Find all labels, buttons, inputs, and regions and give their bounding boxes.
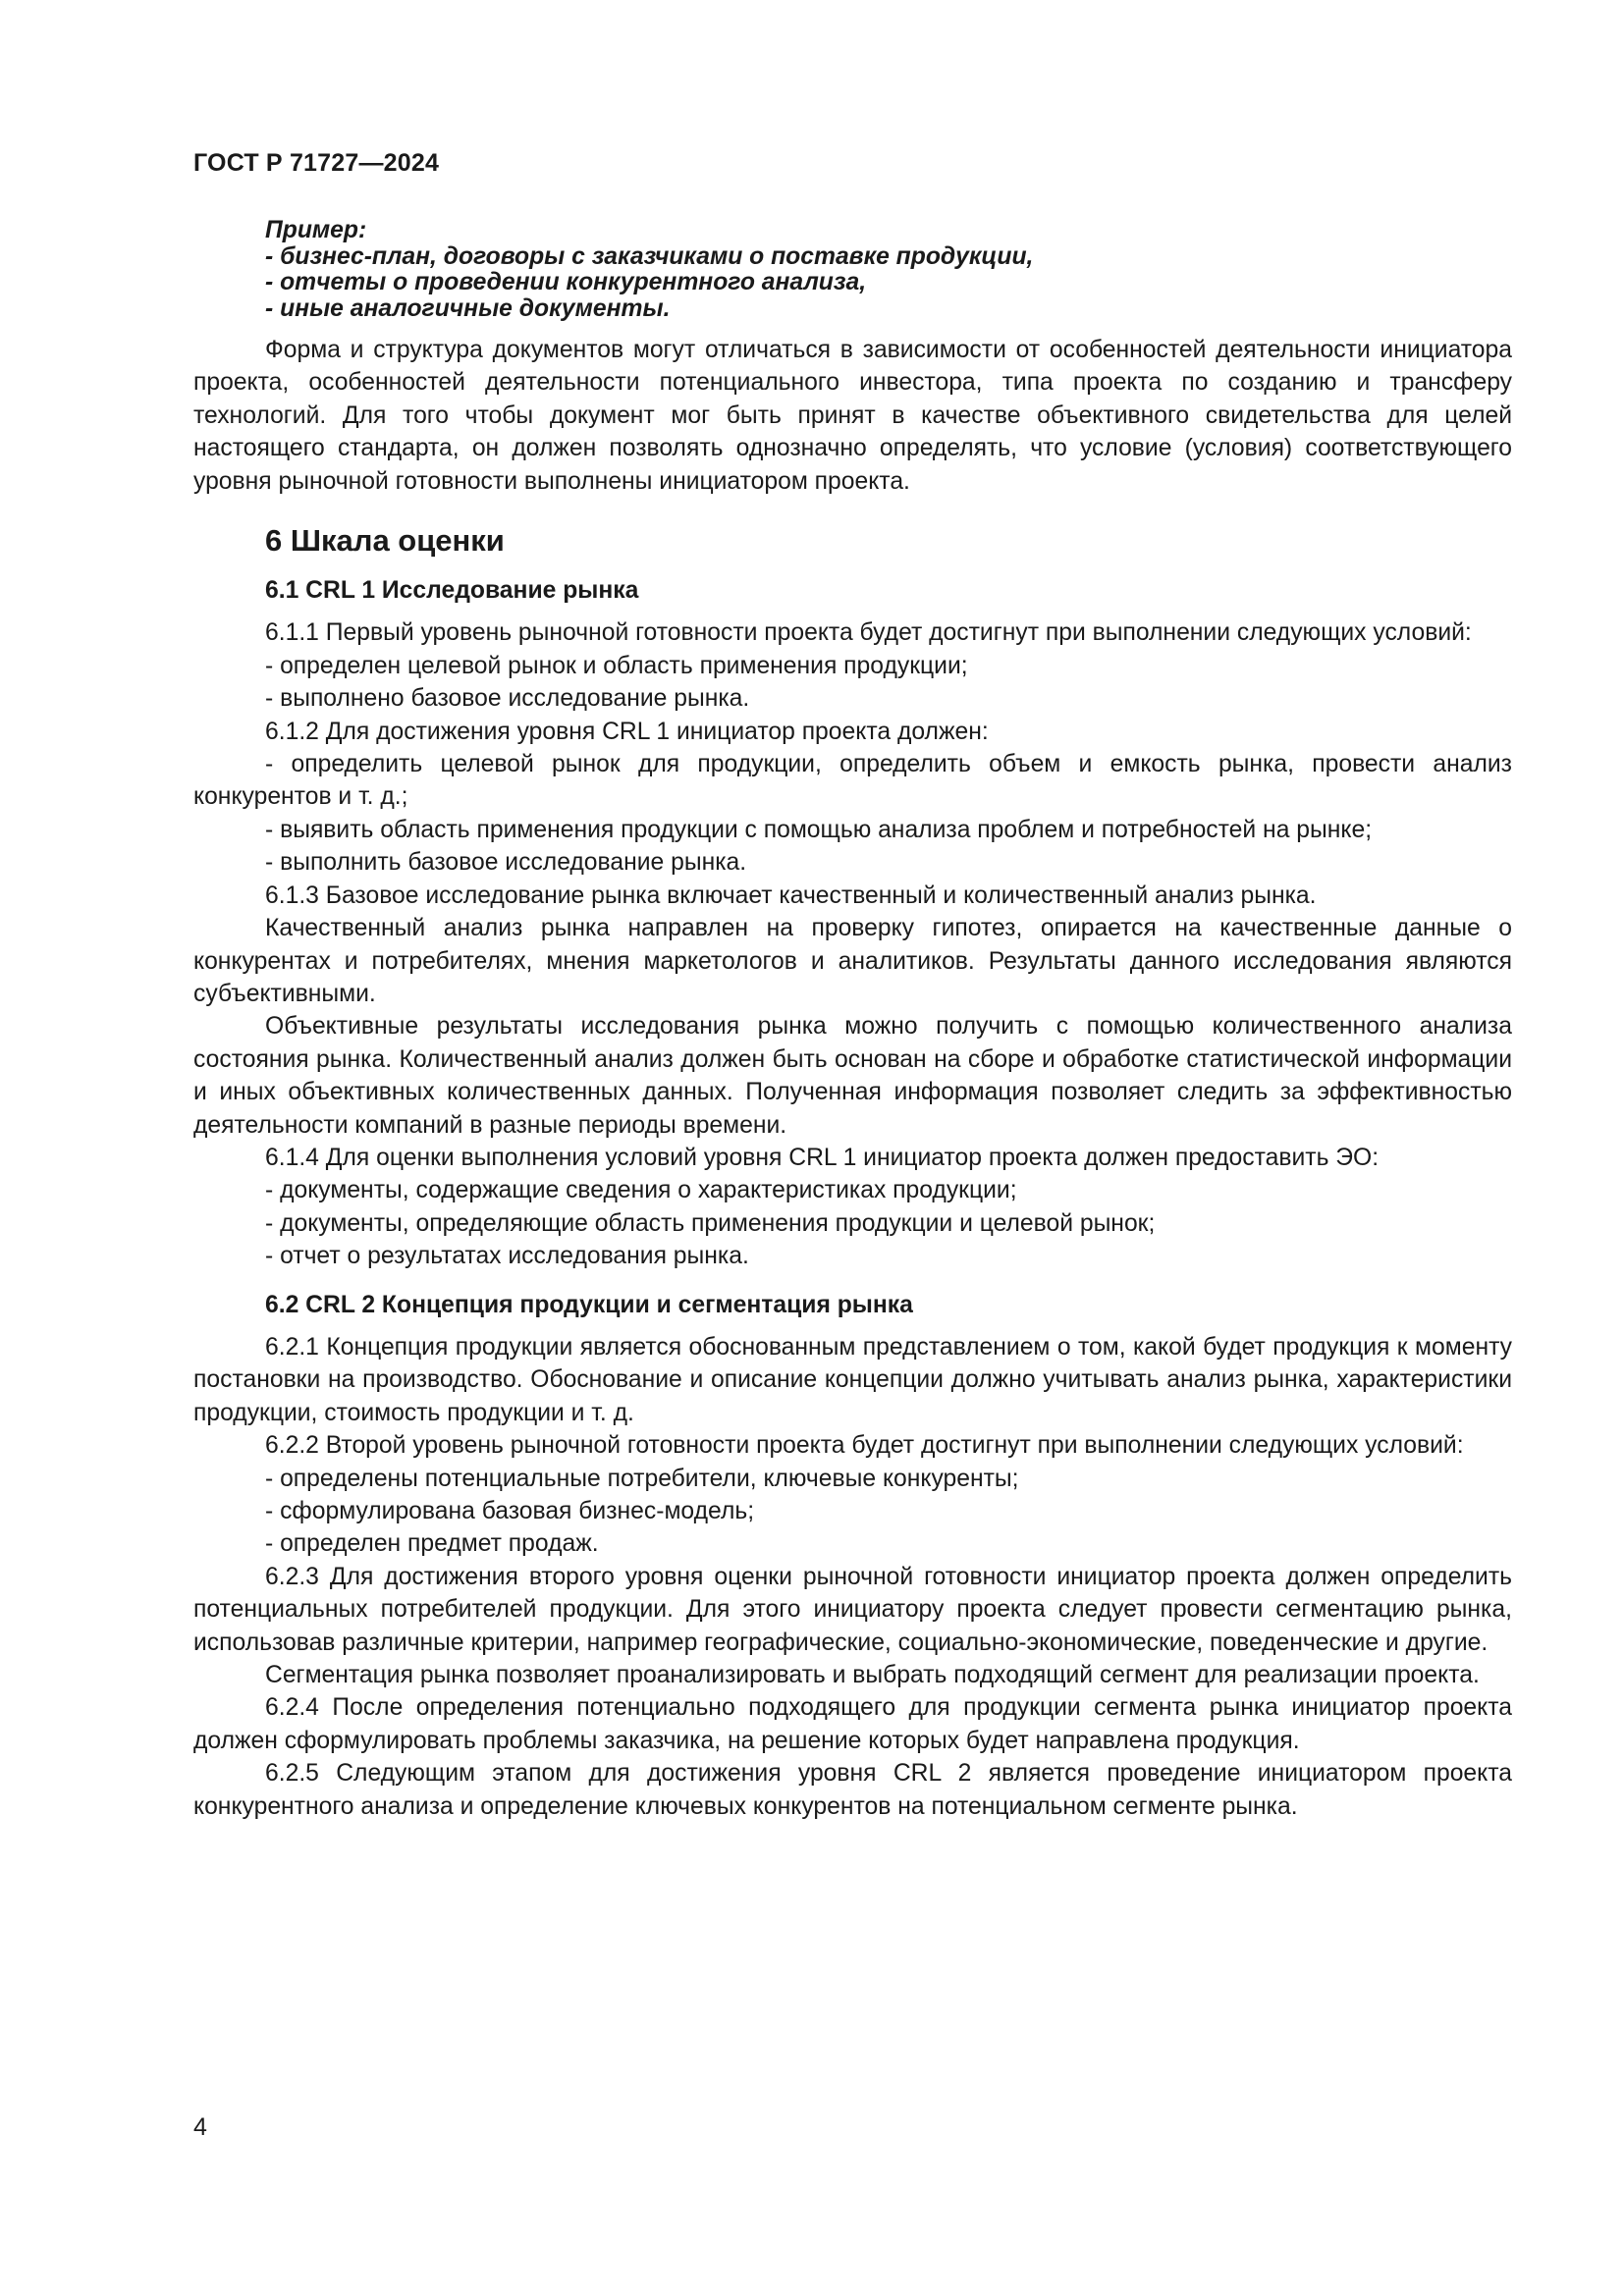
page-body — [193, 218, 1512, 1823]
list-item: - определить целевой рынок для продукции, определить объем и емкость рынка, провести анализ конкурентов и т. д.; — [193, 751, 1512, 811]
section-6-2-heading: 6.2 CRL 2 Концепция продукции и сегментация рынка — [265, 1291, 913, 1318]
section-6-heading: 6 Шкала оценки — [265, 523, 505, 559]
paragraph-6-2-3: 6.2.3 Для достижения второго уровня оценки рыночной готовности инициатор проекта должен определить потенциальных потребителей продукции. Для этого инициатору проекта следует провести сегментацию рынка, использовав различные критерии, например географические, социально-экономические, поведенческие и другие. — [193, 1563, 1512, 1656]
paragraph-6-2-1: 6.2.1 Концепция продукции является обоснованным представлением о том, какой будет продукция к моменту постановки на производство. Обоснование и описание концепции должно учитывать анализ рынка, характеристики продукции, стоимость продукции и т. д. — [193, 1333, 1512, 1426]
paragraph-6-2-5: 6.2.5 Следующим этапом для достижения уровня CRL 2 является проведение инициатором проекта конкурентного анализа и определение ключевых конкурентов на потенциальном сегменте рынка. — [193, 1760, 1512, 1820]
example-item: - бизнес-план, договоры с заказчиками о поставке продукции, — [265, 242, 1034, 270]
example-item: - отчеты о проведении конкурентного анализа, — [265, 269, 867, 295]
example-block — [193, 218, 1512, 322]
page-number: 4 — [193, 2113, 207, 2141]
list-item: - сформулирована базовая бизнес-модель; — [265, 1498, 755, 1524]
example-item: - иные аналогичные документы. — [265, 294, 671, 322]
section-6-1-heading: 6.1 CRL 1 Исследование рынка — [265, 577, 639, 605]
list-item: - документы, содержащие сведения о характеристиках продукции; — [265, 1177, 1017, 1204]
list-item: - определен предмет продаж. — [265, 1530, 599, 1558]
paragraph-qualitative-analysis: Качественный анализ рынка направлен на проверку гипотез, опирается на качественные данные о конкурентах и потребителях, мнения маркетологов и аналитиков. Результаты данного исследования являются субъективными. — [193, 915, 1512, 1007]
list-item: - выполнить базовое исследование рынка. — [265, 849, 747, 877]
paragraph-6-2-4: 6.2.4 После определения потенциально подходящего для продукции сегмента рынка инициатор проекта должен сформулировать проблемы заказчика, на решение которых будет направлена продукция. — [193, 1694, 1512, 1754]
list-item: - отчет о результатах исследования рынка. — [265, 1243, 749, 1270]
example-title: Пример: — [265, 217, 367, 243]
paragraph-quantitative-analysis: Объективные результаты исследования рынка можно получить с помощью количественного анализа состояния рынка. Количественный анализ должен быть основан на сборе и обработке статистической информации и иных объективных количественных данных. Полученная информация позволяет следить за эффективностью деятельности компаний в разные периоды времени. — [193, 1013, 1512, 1139]
standard-header: ГОСТ Р 71727—2024 — [193, 149, 440, 177]
paragraph-6-1-2: 6.1.2 Для достижения уровня CRL 1 инициатор проекта должен: — [265, 718, 989, 745]
paragraph-6-1-4: 6.1.4 Для оценки выполнения условий уровня CRL 1 инициатор проекта должен предоставить ЭО: — [265, 1144, 1380, 1171]
paragraph-6-1-1: 6.1.1 Первый уровень рыночной готовности проекта будет достигнут при выполнении следующих условий: — [265, 619, 1472, 647]
list-item: - определены потенциальные потребители, ключевые конкуренты; — [265, 1465, 1019, 1492]
paragraph-6-2-2: 6.2.2 Второй уровень рыночной готовности проекта будет достигнут при выполнении следующих условий: — [265, 1432, 1464, 1460]
list-item: - выполнено базовое исследование рынка. — [265, 685, 750, 713]
list-item: - выявить область применения продукции с помощью анализа проблем и потребностей на рынке; — [265, 816, 1373, 843]
intro-paragraph: Форма и структура документов могут отличаться в зависимости от особенностей деятельности инициатора проекта, особенностей деятельности потенциального инвестора, типа проекта по созданию и трансферу технологий. Для того чтобы документ мог быть принят в качестве объективного свидетельства для целей настоящего стандарта, он должен позволять однозначно определять, что условие (условия) соответствующего уровня рыночной готовности выполнены инициатором проекта. — [193, 337, 1512, 495]
paragraph-6-1-3: 6.1.3 Базовое исследование рынка включает качественный и количественный анализ рынка. — [265, 881, 1317, 909]
list-item: - документы, определяющие область применения продукции и целевой рынок; — [265, 1209, 1156, 1237]
list-item: - определен целевой рынок и область применения продукции; — [265, 652, 968, 679]
paragraph-segmentation: Сегментация рынка позволяет проанализировать и выбрать подходящий сегмент для реализации проекта. — [265, 1662, 1480, 1689]
